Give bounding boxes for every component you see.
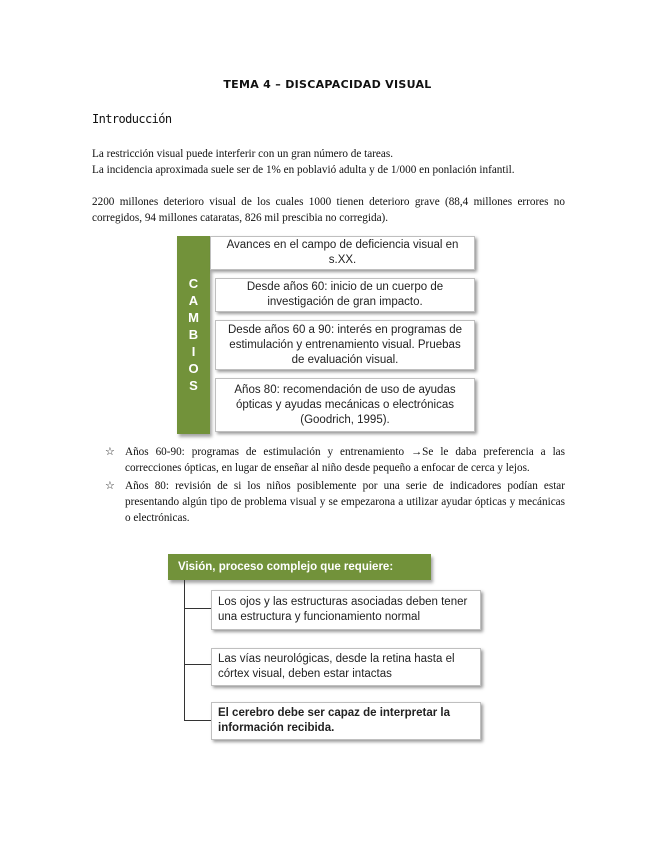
intro-heading: Introducción	[92, 112, 172, 126]
cambios-box: Desde años 60 a 90: interés en programas de estimulación y entrenamiento visual. Pruebas de evaluación visual.	[215, 320, 475, 370]
paragraph-1: La restricción visual puede interferir con un gran número de tareas.	[92, 148, 394, 160]
cambios-sidebar	[177, 236, 210, 434]
cambios-letter: A	[188, 293, 199, 308]
star-bullet-icon: ☆	[105, 446, 115, 458]
cambios-letter: O	[188, 361, 199, 376]
cambios-letter: M	[188, 310, 199, 325]
vision-item: Las vías neurológicas, desde la retina hasta el córtex visual, deben estar intactas	[211, 648, 481, 686]
cambios-letter: S	[189, 378, 198, 393]
vision-item: El cerebro debe ser capaz de interpretar la información recibida.	[211, 702, 481, 740]
cambios-letter: C	[188, 276, 199, 291]
cambios-box: Desde años 60: inicio de un cuerpo de investigación de gran impacto.	[215, 278, 475, 312]
star-bullet-icon: ☆	[105, 480, 115, 492]
paragraph-3: 2200 millones deterioro visual de los cuales 1000 tienen deterioro grave (88,4 millones errores no corregidos, 94 millones cataratas, 826 mil prescibia no corregida).	[92, 196, 565, 224]
connector-line	[184, 664, 211, 665]
bullet-text: Años 80: revisión de si los niños posiblemente por una serie de indicadores podían estar presentando algún tipo de problema visual y se empezarona a utilizar ayudar ópticas y mecánicas o electrónicas.	[125, 480, 565, 524]
connector-line	[184, 608, 211, 609]
list-item	[105, 478, 565, 526]
paragraph-2: La incidencia aproximada suele ser de 1% en poblavió adulta y de 1/000 en ponlación infantil.	[92, 164, 515, 176]
bullet-list	[105, 444, 565, 528]
connector-line	[184, 720, 211, 721]
bullet-text: Años 60-90: programas de estimulación y entrenamiento →Se le daba preferencia a las correcciones ópticas, en lugar de enseñar al niño desde pequeño a enfocar de cerca y lejos.	[125, 446, 565, 474]
list-item	[105, 444, 565, 476]
cambios-letter: B	[188, 327, 199, 342]
page-title: TEMA 4 – DISCAPACIDAD VISUAL	[223, 78, 432, 91]
cambios-letter: I	[191, 344, 196, 359]
connector-line	[184, 580, 185, 721]
cambios-box: Años 80: recomendación de uso de ayudas ópticas y ayudas mecánicas o electrónicas (Goodrich, 1995).	[215, 378, 475, 432]
vision-item: Los ojos y las estructuras asociadas deben tener una estructura y funcionamiento normal	[211, 590, 481, 630]
cambios-box: Avances en el campo de deficiencia visual en s.XX.	[210, 236, 475, 270]
vision-header: Visión, proceso complejo que requiere:	[168, 554, 431, 580]
